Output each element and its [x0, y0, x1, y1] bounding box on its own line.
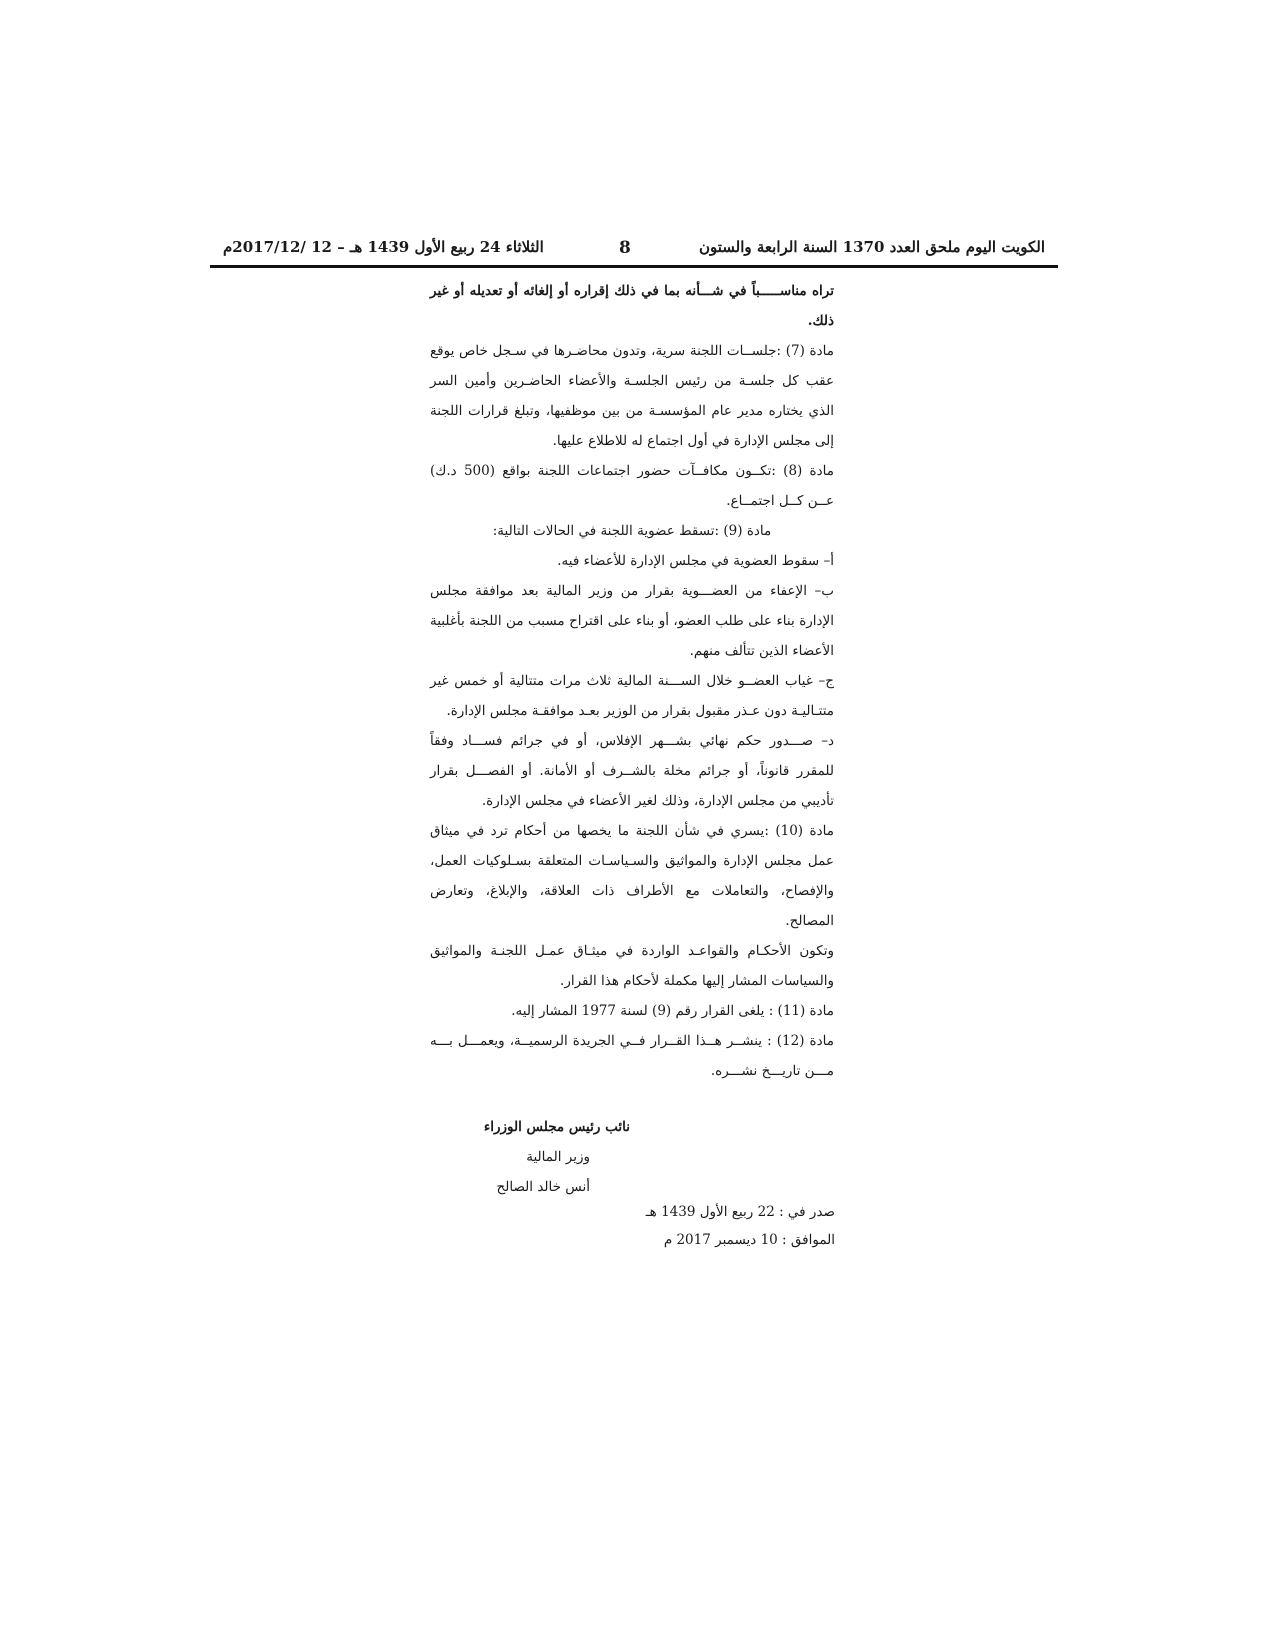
- article-9-item-a: أ– سقوط العضوية في مجلس الإدارة للأعضاء فيه.: [557, 553, 834, 569]
- article-9: مادة (9) :تسقط عضوية اللجنة في الحالات التالية:: [492, 523, 772, 539]
- signatory-position: وزير المالية: [526, 1149, 590, 1165]
- article-9-item-b: ب– الإعفاء من العضـــوية بقرار من وزير المالية بعد موافقة مجلس الإدارة بناء على طلب العضو، أو بناء على اقتراح مسبب من اللجنة بأغلبية الأعضاء الذين تتألف منهم.: [430, 583, 834, 659]
- article-11: مادة (11) : يلغى القرار رقم (9) لسنة 1977 المشار إليه.: [511, 1003, 834, 1019]
- article-9-item-d: د– صـــدور حكم نهائي بشـــهر الإفلاس، أو في جرائم فســـاد وفقاً للمقرر قانوناً، أو جرائم مخلة بالشــرف أو الأمانة. أو الفصـــل بقرار تأديبي من مجلس الإدارة، وذلك لغير الأعضاء في مجلس الإدارة.: [430, 733, 834, 809]
- decree-body: [430, 276, 834, 1086]
- header-publication-info: الكويت اليوم ملحق العدد 1370 السنة الرابعة والستون: [699, 238, 1045, 256]
- article-9-item-c: ج– غياب العضــو خلال الســـنة المالية ثلاث مرات متتالية أو خمس غير متتـاليـة دون عـذر مقبول بقرار من الوزير بعـد موافقـة مجلس الإدارة.: [430, 673, 834, 719]
- issue-date-block: [560, 1198, 835, 1254]
- article-7: مادة (7) :جلســات اللجنة سرية، وتدون محاضـرها في سـجل خاص يوقع عقب كل جلسـة من رئيس الجلسـة والأعضاء الحاضـرين وأمين السر الذي يختاره مدير عام المؤسسـة من بين موظفيها، وتبلغ قرارات اللجنة إلى مجلس الإدارة في أول اجتماع له للاطلاع عليها.: [430, 343, 834, 449]
- article-10-supplement: وتكون الأحكـام والقواعـد الواردة في ميثـاق عمـل اللجنـة والمواثيق والسياسات المشار إليها مكملة لأحكام هذا القرار.: [430, 943, 834, 989]
- issue-date-gregorian: الموافق : 10 ديسمبر 2017 م: [663, 1232, 835, 1248]
- header-page-number: 8: [619, 238, 631, 258]
- article-8: مادة (8) :تكــون مكافــآت حضور اجتماعات اللجنة بواقع (500 د.ك) عــن كــل اجتمــاع.: [430, 463, 834, 509]
- article-10: مادة (10) :يسري في شأن اللجنة ما يخصها من أحكام ترد في ميثاق عمل مجلس الإدارة والمواثيق والسـياسـات المتعلقة بسـلوكيات العمل، والإفصاح، والتعاملات مع الأطراف ذات العلاقة، والإبلاغ، وتعارض المصالح.: [430, 823, 834, 929]
- article-12: مادة (12) : ينشــر هــذا القــرار فــي الجريدة الرسميــة، ويعمـــل بـــه مـــن تاريـــخ نشـــره.: [430, 1033, 834, 1079]
- paragraph-continuation: تراه مناســـــباً في شـــأنه بما في ذلك إقراره أو إلغائه أو تعديله أو غير ذلك.: [430, 283, 834, 329]
- header-rule: [210, 265, 1058, 268]
- header-date: الثلاثاء 24 ربيع الأول 1439 هـ – 12 /2017/12م: [223, 238, 544, 256]
- issue-date-hijri: صدر في : 22 ربيع الأول 1439 هـ: [645, 1204, 835, 1220]
- signatory-name: أنس خالد الصالح: [496, 1179, 590, 1195]
- signature-block: [440, 1112, 630, 1202]
- page-header: [223, 238, 1045, 268]
- signatory-title: نائب رئيس مجلس الوزراء: [483, 1119, 630, 1135]
